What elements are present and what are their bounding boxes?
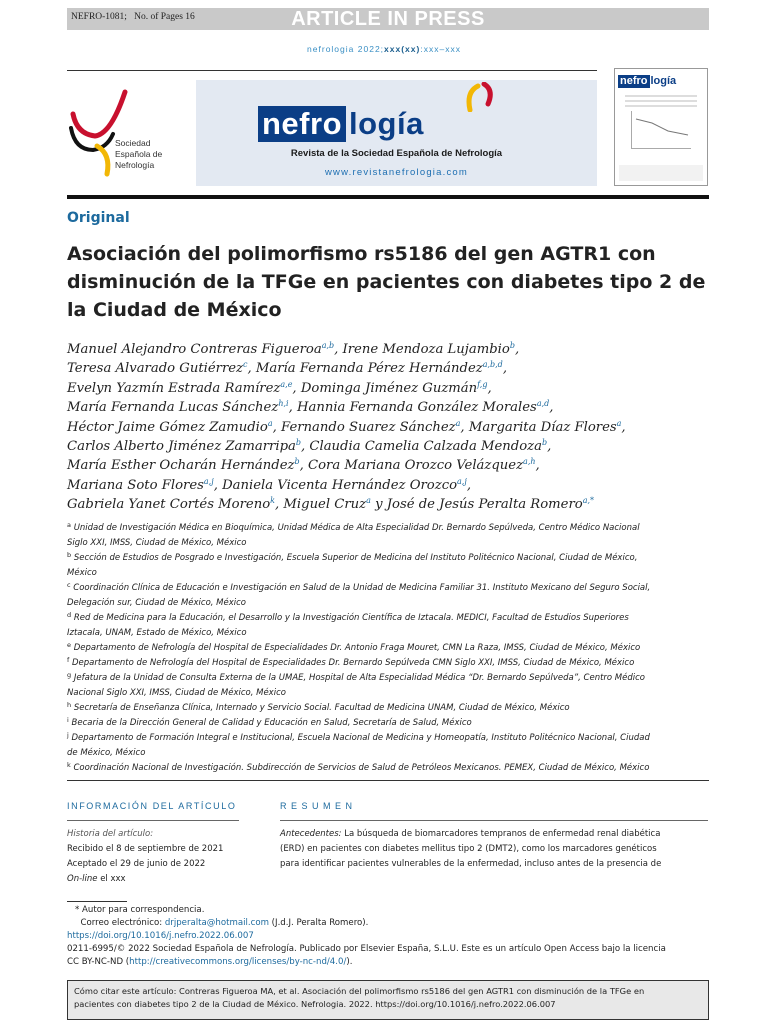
footnote-rule xyxy=(67,901,127,902)
footnotes xyxy=(67,904,709,969)
affiliation-item xyxy=(67,551,707,566)
journal-citation-year: 2022; xyxy=(357,44,385,54)
author-separator: , xyxy=(514,342,520,357)
affiliation-list xyxy=(67,521,707,776)
author-affiliation-marker[interactable]: a,b,d xyxy=(482,360,503,370)
author-separator: , xyxy=(275,497,284,513)
cover-chart xyxy=(631,111,691,149)
cover-footer xyxy=(619,165,703,181)
author-affiliation-marker[interactable]: c xyxy=(243,360,248,370)
affiliation-marker: a xyxy=(67,521,71,529)
author-affiliation-marker[interactable]: a,b xyxy=(321,341,335,350)
author-name[interactable]: Hannia Fernanda González Morales xyxy=(296,400,537,416)
journal-logo-logia: logía xyxy=(349,106,424,141)
header-divider xyxy=(67,70,597,71)
affiliation-marker: j xyxy=(67,731,69,739)
author-line xyxy=(67,340,707,359)
author-affiliation-marker[interactable]: a,* xyxy=(582,496,595,506)
article-info-rule xyxy=(67,820,239,821)
article-in-press-bar xyxy=(67,8,709,30)
affiliation-item xyxy=(67,671,707,686)
author-affiliation-marker[interactable]: f,g xyxy=(477,379,488,389)
affiliation-text: Departamento de Nefrología del Hospital de Especialidades Dr. Antonio Fraga Mouret, CMN La Raza, IMSS, Ciudad de México, México xyxy=(73,643,641,653)
cover-chart-icon xyxy=(632,111,692,149)
online-date xyxy=(67,872,223,887)
affiliation-item xyxy=(67,641,707,656)
author-line xyxy=(67,379,707,398)
resumen-label: Antecedentes: xyxy=(280,829,342,839)
email-note xyxy=(67,917,709,930)
affiliation-marker: e xyxy=(67,641,71,649)
affiliation-text: de México, México xyxy=(67,748,146,758)
affiliation-text: Siglo XXI, IMSS, Ciudad de México, México xyxy=(67,538,247,548)
doi-note xyxy=(67,930,709,943)
resumen-heading: RESUMEN xyxy=(280,801,357,811)
article-info-heading: INFORMACIÓN DEL ARTÍCULO xyxy=(67,801,237,811)
journal-citation-pages: :xxx–xxx xyxy=(420,44,461,54)
author-line xyxy=(67,476,707,495)
cover-text-lines xyxy=(625,95,697,110)
author-separator: , xyxy=(288,400,297,416)
cite-line: pacientes con diabetes tipo 2 de la Ciudad de México. Nefrologia. 2022. https://doi.org/10.1016/j.nefro.2022.06.007 xyxy=(74,999,556,1009)
journal-subtitle: Revista de la Sociedad Española de Nefrología xyxy=(290,148,503,159)
affiliation-item xyxy=(67,656,707,671)
doc-code-id: NEFRO-1081; xyxy=(71,12,127,22)
online-value: el xxx xyxy=(97,874,126,884)
affiliation-item xyxy=(67,611,707,626)
corresponding-text: Autor para correspondencia. xyxy=(79,905,205,915)
author-affiliation-marker[interactable]: a xyxy=(366,496,371,506)
author-name[interactable]: Manuel Alejandro Contreras Figueroa xyxy=(67,342,322,357)
affiliation-item xyxy=(67,731,707,746)
affiliation-text: Departamento de Nefrología del Hospital de Especialidades Dr. Bernardo Sepúlveda CMN Siglo XXI, IMSS, Ciudad de México, México xyxy=(72,658,635,668)
author-affiliation-marker[interactable]: h,i xyxy=(278,399,289,409)
email-owner: (J.d.J. Peralta Romero). xyxy=(268,918,369,928)
license-line xyxy=(67,956,709,969)
affiliation-item xyxy=(67,626,707,641)
author-affiliation-marker[interactable]: a xyxy=(616,418,622,428)
corresponding-note xyxy=(67,904,709,917)
affiliation-text: Departamento de Formación Integral e Institucional, Escuela Nacional de Medicina y Homeopatía, Instituto Politécnico Nacional, Ciudad xyxy=(71,733,650,743)
article-type: Original xyxy=(67,210,130,226)
affiliation-item xyxy=(67,521,707,536)
journal-citation-name: nefrologia xyxy=(307,44,355,54)
received-date: Recibido el 8 de septiembre de 2021 xyxy=(67,844,224,854)
author-name[interactable]: Daniela Vicenta Hernández Orozco xyxy=(222,477,458,493)
resumen-line xyxy=(280,827,708,842)
affiliation-item xyxy=(67,536,707,551)
author-separator: , xyxy=(299,458,308,474)
affiliation-text: Iztacala, UNAM, Estado de México, México xyxy=(67,628,247,638)
affiliation-marker: k xyxy=(67,761,71,769)
cite-line: Cómo citar este artículo: Contreras Figueroa MA, et al. Asociación del polimorfismo rs5186 del gen AGTR1 con disminución de la TFGe en xyxy=(74,986,645,996)
license-link[interactable]: http://creativecommons.org/licenses/by-nc-nd/4.0/ xyxy=(129,957,347,967)
author-line xyxy=(67,418,707,437)
affiliation-marker: f xyxy=(67,656,70,664)
affiliation-marker: g xyxy=(67,671,72,679)
author-affiliation-marker[interactable]: b xyxy=(542,438,548,448)
author-name[interactable]: María Fernanda Pérez Hernández xyxy=(255,361,483,377)
online-label: On-line xyxy=(67,874,98,884)
author-line xyxy=(67,398,707,417)
author-line xyxy=(67,437,707,456)
journal-banner xyxy=(196,80,597,186)
author-separator: , xyxy=(502,361,508,377)
how-to-cite-box xyxy=(67,980,709,1020)
author-name[interactable]: Teresa Alvarado Gutiérrez xyxy=(67,361,244,377)
cover-logo-logia: logía xyxy=(650,75,677,87)
author-name[interactable]: Dominga Jiménez Guzmán xyxy=(300,380,478,396)
masthead-rule xyxy=(67,195,709,199)
author-name[interactable]: Cora Mariana Orozco Velázquez xyxy=(308,458,524,474)
affiliation-text: Unidad de Investigación Médica en Bioquímica, Unidad Médica de Alta Especialidad Dr. Bernardo Sepúlveda, Centro Médico Nacional xyxy=(73,523,640,533)
author-name[interactable]: Gabriela Yanet Cortés Moreno xyxy=(67,497,271,513)
affiliation-marker: i xyxy=(67,716,69,724)
affiliation-marker: b xyxy=(67,551,72,559)
affiliation-item xyxy=(67,686,707,701)
author-separator: , xyxy=(621,419,626,435)
author-line xyxy=(67,359,707,378)
author-name[interactable]: Mariana Soto Flores xyxy=(67,477,204,493)
author-affiliation-marker[interactable]: b xyxy=(294,457,300,467)
affiliation-text: Coordinación Clínica de Educación e Investigación en Salud de la Unidad de Medicina Familiar 31. Instituto Mexicano del Seguro Social, xyxy=(73,583,651,593)
author-name[interactable]: Miguel Cruz xyxy=(283,497,367,513)
resumen-rule xyxy=(280,820,708,821)
affiliation-text: Nacional Siglo XXI, IMSS, Ciudad de México, México xyxy=(67,688,286,698)
author-line xyxy=(67,495,707,514)
page-count: No. of Pages 16 xyxy=(134,12,195,22)
author-affiliation-marker[interactable]: a,d xyxy=(536,399,550,409)
society-logo xyxy=(67,84,187,184)
author-line xyxy=(67,456,707,475)
author-separator: , xyxy=(334,342,343,357)
affiliation-text: Jefatura de la Unidad de Consulta Externa de la UMAE, Hospital de Alta Especialidad Médica “Dr. Bernardo Sepúlveda”, Centro Médico xyxy=(73,673,645,683)
author-name[interactable]: Evelyn Yazmín Estrada Ramírez xyxy=(67,380,281,396)
author-separator: , xyxy=(301,439,310,455)
article-in-press-label: ARTICLE IN PRESS xyxy=(291,8,485,30)
affiliation-text: Coordinación Nacional de Investigación. Subdirección de Servicios de Salud de Petróleos Mexicanos. PEMEX, Ciudad de México, México xyxy=(73,763,650,773)
author-separator: , xyxy=(535,458,540,474)
author-affiliation-marker[interactable]: b xyxy=(509,341,515,350)
author-name[interactable]: Irene Mendoza Lujambio xyxy=(342,342,510,357)
license-prefix: CC BY-NC-ND ( xyxy=(67,957,130,967)
author-affiliation-marker[interactable]: a xyxy=(267,418,273,428)
affiliation-marker: d xyxy=(67,611,72,619)
author-name[interactable]: Claudia Camelia Calzada Mendoza xyxy=(309,439,542,455)
author-separator: , xyxy=(549,400,554,416)
affiliation-item xyxy=(67,596,707,611)
society-name-line: Española de xyxy=(115,149,163,159)
author-separator: , xyxy=(460,419,469,435)
author-name[interactable]: Carlos Alberto Jiménez Zamarripa xyxy=(67,439,296,455)
journal-logo-nefro: nefro xyxy=(258,106,346,142)
affiliation-text: Sección de Estudios de Posgrado e Investigación, Escuela Superior de Medicina del Instituto Politécnico Nacional, Ciudad de México, xyxy=(73,553,638,563)
author-separator: , xyxy=(213,477,223,493)
author-name[interactable]: Fernando Suarez Sánchez xyxy=(281,419,456,435)
history-label: Historia del artículo: xyxy=(67,829,154,839)
journal-citation xyxy=(0,44,768,54)
author-separator: , xyxy=(247,361,256,377)
abstract-divider xyxy=(67,780,709,781)
author-name[interactable]: Héctor Jaime Gómez Zamudio xyxy=(67,419,268,435)
affiliation-item xyxy=(67,581,707,596)
author-affiliation-marker[interactable]: a,h xyxy=(523,457,536,467)
affiliation-item xyxy=(67,566,707,581)
affiliation-text: Delegación sur, Ciudad de México, México xyxy=(67,598,247,608)
footnote-star: * xyxy=(75,905,80,915)
license-suffix: ). xyxy=(346,957,353,967)
author-affiliation-marker[interactable]: a xyxy=(455,418,461,428)
email-label: Correo electrónico: xyxy=(80,918,165,928)
affiliation-text: Becaria de la Dirección General de Calidad y Educación en Salud, Secretaría de Salud, México xyxy=(71,718,472,728)
journal-citation-volume: xxx(xx) xyxy=(384,44,421,54)
journal-logo-mark-icon xyxy=(464,82,504,112)
author-name[interactable]: Margarita Díaz Flores xyxy=(468,419,617,435)
author-separator: , xyxy=(272,419,282,435)
author-name[interactable]: José de Jesús Peralta Romero xyxy=(386,497,583,513)
accepted-date: Aceptado el 29 de junio de 2022 xyxy=(67,859,206,869)
email-link[interactable]: drjperalta@hotmail.com xyxy=(164,918,269,928)
affiliation-marker: c xyxy=(67,581,71,589)
author-affiliation-marker[interactable]: k xyxy=(270,496,276,506)
author-name[interactable]: María Fernanda Lucas Sánchez xyxy=(67,400,279,416)
society-name-line: Nefrología xyxy=(115,160,155,170)
affiliation-item xyxy=(67,746,707,761)
affiliation-item xyxy=(67,716,707,731)
license-text: 0211-6995/© 2022 Sociedad Española de Nefrología. Publicado por Elsevier España, S.L.U. Este es un artículo Open Access bajo la licencia xyxy=(67,944,666,954)
journal-cover-thumbnail xyxy=(614,68,708,186)
affiliation-text: México xyxy=(67,568,97,578)
author-separator: , xyxy=(487,380,492,396)
affiliation-item xyxy=(67,701,707,716)
author-separator: , xyxy=(547,439,552,455)
journal-url[interactable]: www.revistanefrologia.com xyxy=(325,167,468,178)
author-separator: , xyxy=(466,477,472,493)
affiliation-text: Secretaría de Enseñanza Clínica, Internado y Servicio Social. Facultad de Medicina UNAM, Ciudad de México, México xyxy=(73,703,570,713)
affiliation-marker: h xyxy=(67,701,72,709)
author-affiliation-marker[interactable]: a,j xyxy=(457,476,467,486)
resumen-line-text: La búsqueda de biomarcadores tempranos de enfermedad renal diabética xyxy=(341,829,661,839)
resumen-line: (ERD) en pacientes con diabetes mellitus tipo 2 (DMT2), como los marcadores genéticos xyxy=(280,844,657,854)
society-name-line: Sociedad xyxy=(115,138,151,148)
society-name xyxy=(115,138,162,171)
author-separator: y xyxy=(370,497,387,513)
author-affiliation-marker[interactable]: a,j xyxy=(203,476,214,486)
author-affiliation-marker[interactable]: b xyxy=(295,438,301,448)
author-name[interactable]: María Esther Ocharán Hernández xyxy=(67,458,295,474)
affiliation-text: Red de Medicina para la Educación, el Desarrollo y la Investigación Científica de Iztacala. MEDICI, Facultad de Estudios Superiores xyxy=(73,613,629,623)
article-title: Asociación del polimorfismo rs5186 del gen AGTR1 con disminución de la TFGe en pacientes con diabetes tipo 2 de la Ciudad de México xyxy=(67,243,706,321)
doi-link[interactable]: https://doi.org/10.1016/j.nefro.2022.06.007 xyxy=(67,931,254,941)
journal-logo xyxy=(258,106,424,142)
author-separator: , xyxy=(292,380,301,396)
cover-logo xyxy=(618,75,676,88)
author-list xyxy=(67,340,707,515)
article-history xyxy=(67,827,223,887)
cover-logo-nefro: nefro xyxy=(620,75,648,87)
author-affiliation-marker[interactable]: a,e xyxy=(280,379,293,389)
affiliation-item xyxy=(67,761,707,776)
resumen-line: para identificar pacientes vulnerables de la enfermedad, incluso antes de la presencia de xyxy=(280,859,662,869)
resumen-text xyxy=(280,827,708,872)
